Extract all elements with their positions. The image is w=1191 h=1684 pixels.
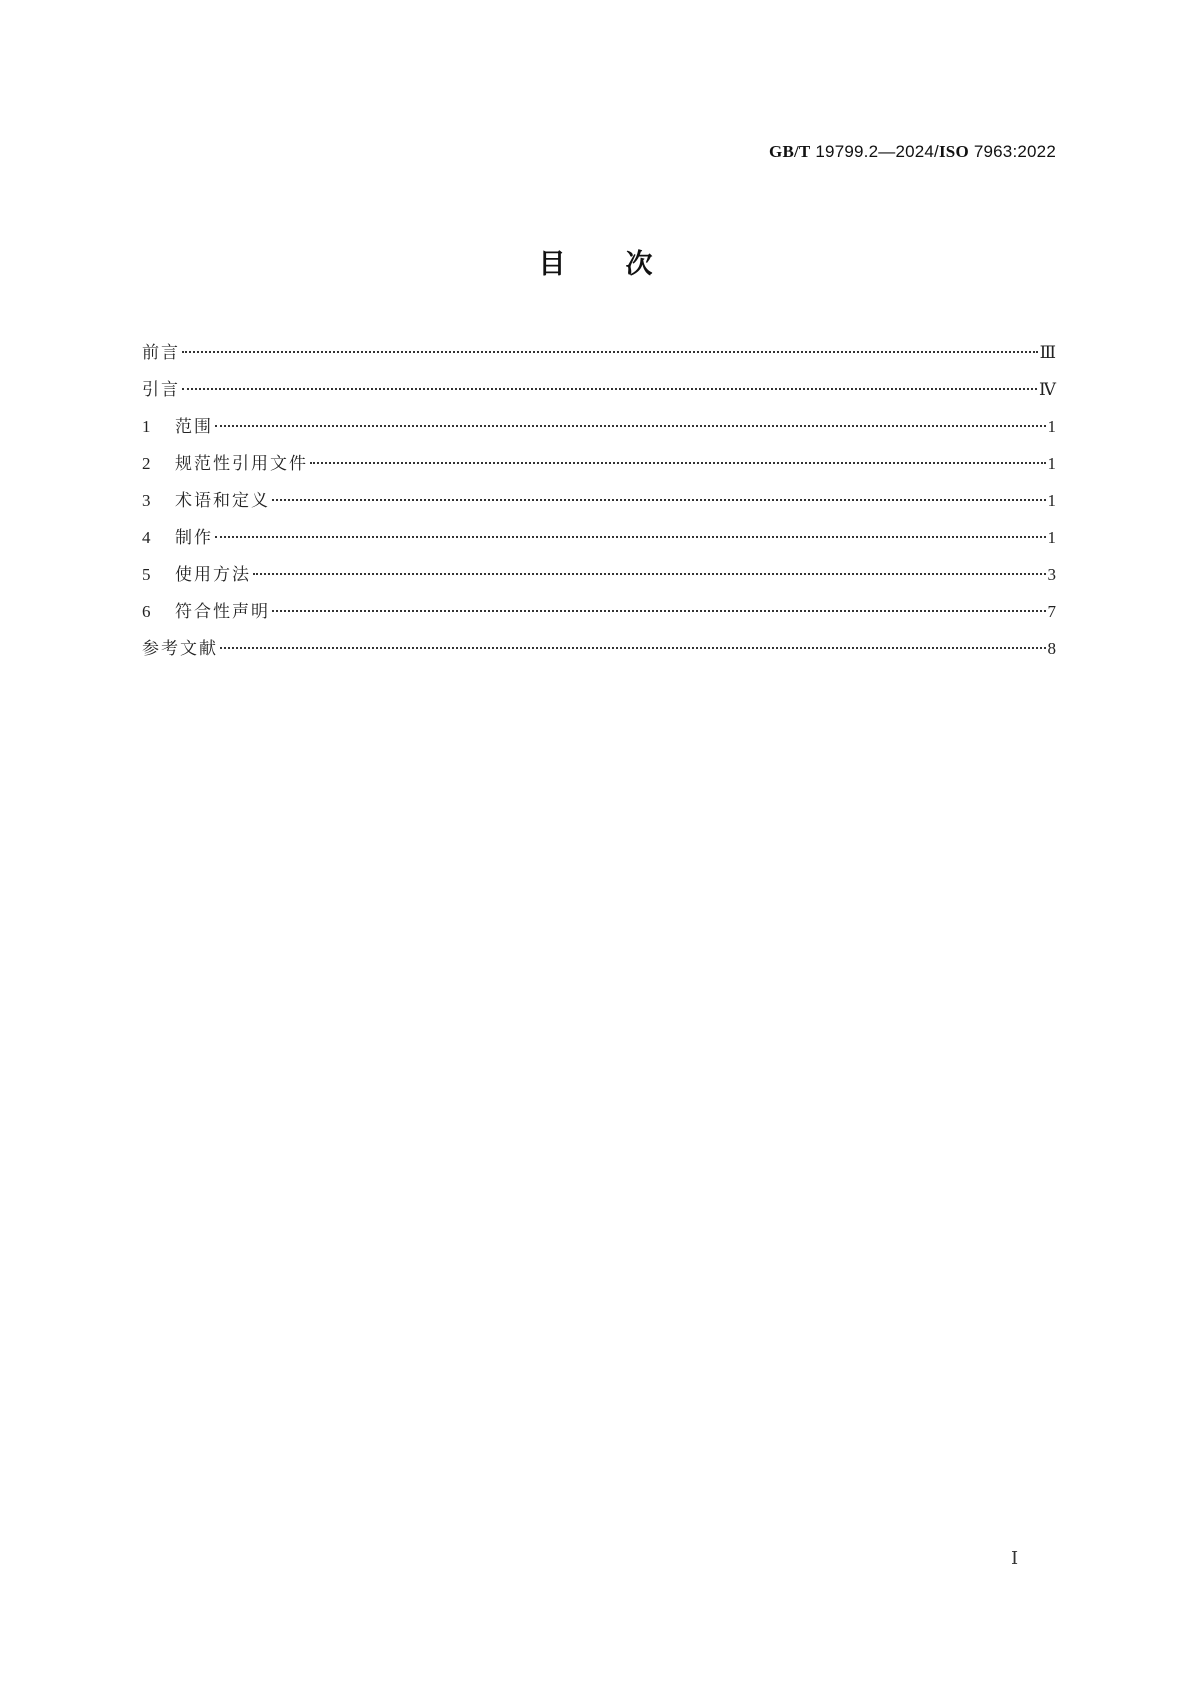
toc-entry-label: 规范性引用文件 — [175, 454, 308, 474]
toc-leader-dots — [182, 351, 1038, 353]
toc-entry-label: 前言 — [142, 343, 180, 363]
toc-entry-label: 制作 — [175, 528, 213, 548]
toc-entry-scope[interactable] — [142, 412, 1056, 449]
iso-number: 7963:2022 — [973, 142, 1056, 161]
table-of-contents — [142, 338, 1056, 671]
toc-entry-number: 3 — [142, 491, 151, 510]
toc-leader-dots — [272, 610, 1046, 612]
toc-entry-page: Ⅲ — [1039, 343, 1056, 362]
toc-entry-normative-references[interactable] — [142, 449, 1056, 486]
toc-entry-page: 3 — [1047, 565, 1056, 584]
standard-prefix: GB/T — [769, 142, 811, 161]
toc-leader-dots — [220, 647, 1046, 649]
toc-entry-foreword[interactable] — [142, 338, 1056, 375]
toc-entry-label: 参考文献 — [142, 639, 218, 659]
toc-entry-page: 1 — [1047, 528, 1056, 547]
toc-entry-production[interactable] — [142, 523, 1056, 560]
toc-entry-number: 1 — [142, 417, 151, 436]
toc-entry-label: 术语和定义 — [175, 491, 270, 511]
toc-entry-label: 符合性声明 — [175, 602, 270, 622]
toc-entry-number: 5 — [142, 565, 151, 584]
toc-leader-dots — [215, 425, 1046, 427]
toc-entry-page: 1 — [1047, 417, 1056, 436]
toc-entry-label: 引言 — [142, 380, 180, 400]
standard-number: 19799.2—2024/ — [815, 142, 939, 161]
toc-leader-dots — [310, 462, 1046, 464]
toc-leader-dots — [215, 536, 1046, 538]
toc-entry-usage[interactable] — [142, 560, 1056, 597]
toc-entry-page: 7 — [1047, 602, 1056, 621]
standard-code — [769, 142, 1056, 162]
toc-entry-page: Ⅳ — [1039, 380, 1056, 399]
toc-entry-terms-definitions[interactable] — [142, 486, 1056, 523]
toc-entry-conformance[interactable] — [142, 597, 1056, 634]
toc-leader-dots — [253, 573, 1046, 575]
toc-entry-introduction[interactable] — [142, 375, 1056, 412]
toc-entry-number: 2 — [142, 454, 151, 473]
toc-leader-dots — [182, 388, 1037, 390]
toc-entry-bibliography[interactable] — [142, 634, 1056, 671]
toc-leader-dots — [272, 499, 1046, 501]
toc-entry-number: 6 — [142, 602, 151, 621]
page-number: Ⅰ — [1011, 1548, 1019, 1568]
toc-entry-page: 8 — [1047, 639, 1056, 658]
toc-entry-page: 1 — [1047, 491, 1056, 510]
toc-entry-number: 4 — [142, 528, 151, 547]
toc-entry-page: 1 — [1047, 454, 1056, 473]
toc-entry-label: 范围 — [175, 417, 213, 437]
toc-entry-label: 使用方法 — [175, 565, 251, 585]
iso-prefix: ISO — [938, 142, 969, 161]
page-title: 目次 — [538, 249, 713, 280]
